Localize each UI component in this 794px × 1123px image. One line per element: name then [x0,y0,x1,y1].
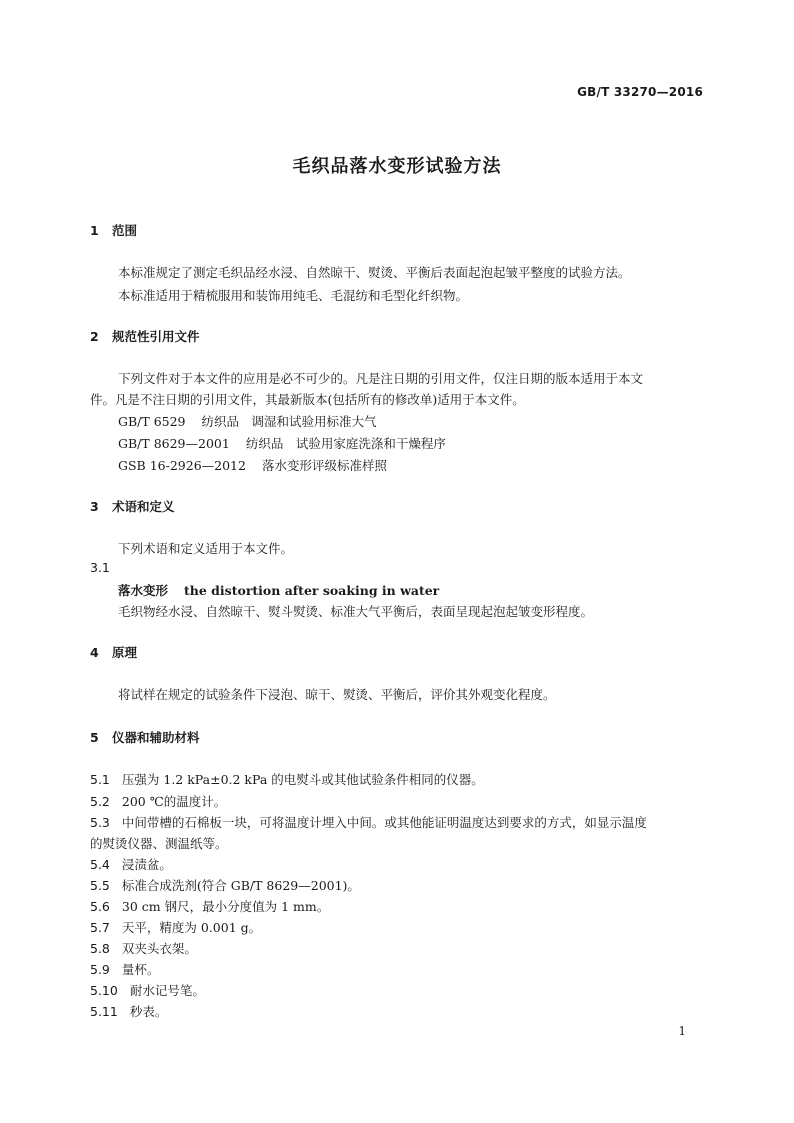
item-text: 中间带槽的石棉板一块，可将温度计埋入中间。或其他能证明温度达到要求的方式，如显示温度 [121,815,647,830]
section-1-heading [90,221,137,239]
list-item [90,981,205,999]
reference-item [118,434,446,452]
section-4-heading [90,643,137,661]
list-item [90,813,647,831]
page-number: 1 [678,1024,686,1038]
item-label: 5.8 [90,941,110,956]
section-number: 5 [90,730,99,745]
paragraph: 下列文件对于本文件的应用是必不可少的。凡是注日期的引用文件，仅注日期的版本适用于本文 [118,371,644,386]
item-label: 5.7 [90,920,110,935]
item-text: 秒表。 [129,1004,168,1019]
list-item-continuation: 的熨烫仪器、测温纸等。 [90,836,228,851]
paragraph: 将试样在规定的试验条件下浸泡、晾干、熨烫、平衡后，评价其外观变化程度。 [118,687,556,702]
term-chinese: 落水变形 [118,583,169,598]
term-english: the distortion after soaking in water [184,583,440,598]
item-text: 双夹头衣架。 [121,941,197,956]
paragraph: 件。凡是不注日期的引用文件，其最新版本(包括所有的修改单)适用于本文件。 [90,392,525,407]
section-title: 范围 [112,223,138,238]
reference-code: GSB 16-2926—2012 [118,458,246,473]
list-item [90,855,172,873]
section-number: 4 [90,645,99,660]
item-text: 浸渍盆。 [121,857,172,872]
section-number: 2 [90,329,99,344]
item-text: 压强为 1.2 kPa±0.2 kPa 的电熨斗或其他试验条件相同的仪器。 [121,772,484,787]
list-item [90,1002,167,1020]
section-number: 3 [90,499,99,514]
item-label: 5.1 [90,772,110,787]
section-3-heading [90,497,175,515]
reference-item [118,412,377,430]
standard-code: GB/T 33270—2016 [577,85,703,99]
subsection-number: 3.1 [90,560,110,575]
list-item [90,918,261,936]
item-label: 5.5 [90,878,110,893]
item-text: 30 cm 钢尺，最小分度值为 1 mm。 [121,899,330,914]
item-label: 5.6 [90,899,110,914]
item-text: 标准合成洗剂(符合 GB/T 8629—2001)。 [121,878,360,893]
item-label: 5.3 [90,815,110,830]
reference-title: 落水变形评级标准样照 [261,458,387,473]
section-number: 1 [90,223,99,238]
term-entry [118,581,439,599]
section-5-heading [90,728,200,746]
section-title: 术语和定义 [112,499,175,514]
term-definition: 毛织物经水浸、自然晾干、熨斗熨烫、标准大气平衡后，表面呈现起泡起皱变形程度。 [118,604,594,619]
section-title: 仪器和辅助材料 [112,730,200,745]
item-label: 5.9 [90,962,110,977]
item-label: 5.11 [90,1004,118,1019]
item-text: 量杯。 [121,962,160,977]
section-2-heading [90,327,200,345]
paragraph: 下列术语和定义适用于本文件。 [118,541,294,556]
document-title: 毛织品落水变形试验方法 [292,156,502,177]
item-label: 5.10 [90,983,118,998]
reference-code: GB/T 6529 [118,414,186,429]
item-label: 5.2 [90,794,110,809]
reference-item [118,456,387,474]
item-text: 天平，精度为 0.001 g。 [121,920,262,935]
reference-title: 纺织品 试验用家庭洗涤和干燥程序 [245,436,446,451]
reference-title: 纺织品 调湿和试验用标准大气 [201,414,377,429]
list-item [90,792,226,810]
section-title: 规范性引用文件 [112,329,200,344]
list-item [90,897,329,915]
section-title: 原理 [112,645,138,660]
list-item [90,876,360,894]
list-item [90,939,197,957]
item-text: 耐水记号笔。 [129,983,205,998]
item-label: 5.4 [90,857,110,872]
reference-code: GB/T 8629—2001 [118,436,230,451]
paragraph: 本标准适用于精梳服用和装饰用纯毛、毛混纺和毛型化纤织物。 [118,288,469,303]
list-item [90,960,159,978]
paragraph: 本标准规定了测定毛织品经水浸、自然晾干、熨烫、平衡后表面起泡起皱平整度的试验方法。 [118,265,631,280]
list-item [90,770,484,788]
item-text: 200 ℃的温度计。 [121,794,227,809]
